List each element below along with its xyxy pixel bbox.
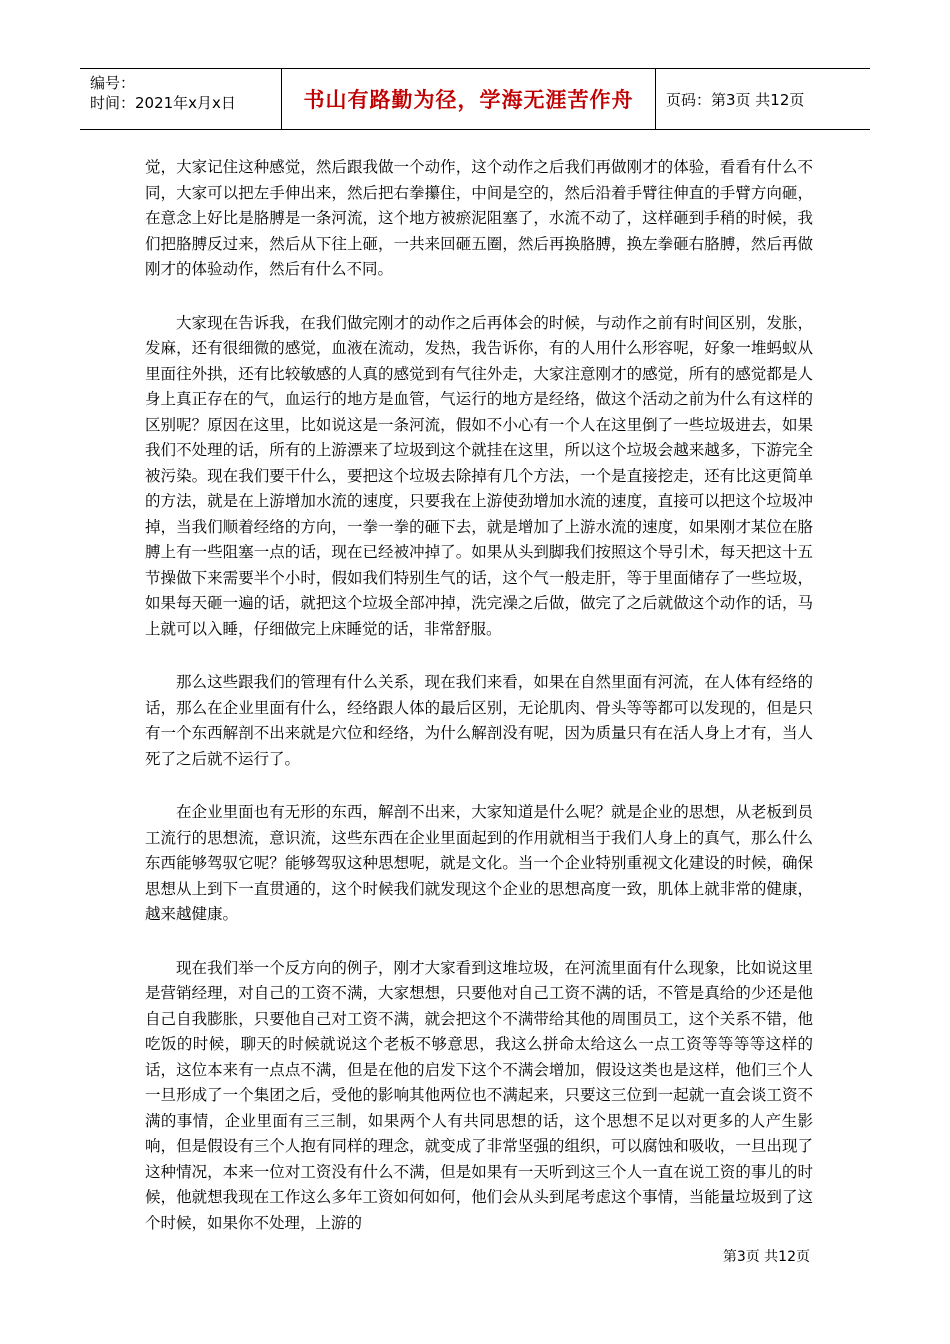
page-footer: 第3页 共12页 <box>722 1249 810 1265</box>
paragraph: 大家现在告诉我，在我们做完刚才的动作之后再体会的时候，与动作之前有时间区别，发胀，发麻，还有很细微的感觉，血液在流动，发热，我告诉你，有的人用什么形容呢，好象一堆蚂蚁从里面往外拱，还有比较敏感的人真的感觉到有气往外走，大家注意刚才的感觉，所有的感觉都是人身上真正存在的气，血运行的地方是血管，气运行的地方是经络，做这个活动之前为什么有这样的区别呢？原因在这里，比如说这是一条河流，假如不小心有一个人在这里倒了一些垃圾进去，如果我们不处理的话，所有的上游漂来了垃圾到这个就挂在这里，所以这个垃圾会越来越多，下游完全被污染。现在我们要干什么，要把这个垃圾去除掉有几个方法，一个是直接挖走，还有比这更简单的方法，就是在上游增加水流的速度，只要我在上游使劲增加水流的速度，直接可以把这个垃圾冲掉，当我们顺着经络的方向，一拳一拳的砸下去，就是增加了上游水流的速度，如果刚才某位在胳膊上有一些阻塞一点的话，现在已经被冲掉了。如果从头到脚我们按照这个导引术，每天把这十五节操做下来需要半个小时，假如我们特别生气的话，这个气一般走肝，等于里面储存了一些垃圾，如果每天砸一遍的话，就把这个垃圾全部冲掉，洗完澡之后做，做完了之后就做这个动作的话，马上就可以入睡，仔细做完上床睡觉的话，非常舒服。 <box>145 313 813 638</box>
page-header <box>80 68 870 130</box>
header-meta <box>80 69 282 129</box>
paragraph: 在企业里面也有无形的东西，解剖不出来，大家知道是什么呢？就是企业的思想，从老板到员工流行的思想流，意识流，这些东西在企业里面起到的作用就相当于我们人身上的真气，那么什么东西能够驾驭它呢？能够驾驭这种思想呢，就是文化。当一个企业特别重视文化建设的时候，确保思想从上到下一直贯通的，这个时候我们就发现这个企业的思想高度一致，肌体上就非常的健康，越来越健康。 <box>145 803 813 923</box>
header-page-number: 页码：第3页 共12页 <box>666 90 805 109</box>
document-body <box>145 155 813 1264</box>
paragraph: 觉，大家记住这种感觉，然后跟我做一个动作，这个动作之后我们再做刚才的体验，看看有什么不同，大家可以把左手伸出来，然后把右拳攥住，中间是空的，然后沿着手臂往伸直的手臂方向砸，在意念上好比是胳膊是一条河流，这个地方被瘀泥阻塞了，水流不动了，这样砸到手稍的时候，我们把胳膊反过来，然后从下往上砸，一共来回砸五圈，然后再换胳膊，换左拳砸右胳膊，然后再做刚才的体验动作，然后有什么不同。 <box>145 158 813 278</box>
header-motto: 书山有路勤为径，学海无涯苦作舟 <box>282 69 656 129</box>
code-label: 编号： <box>90 74 136 92</box>
date-label: 时间：2021年x月x日 <box>90 94 236 112</box>
paragraph: 现在我们举一个反方向的例子，刚才大家看到这堆垃圾，在河流里面有什么现象，比如说这里是营销经理，对自己的工资不满，大家想想，只要他对自己工资不满的话，不管是真给的少还是他自己自我膨胀，只要他自己对工资不满，就会把这个不满带给其他的周围员工，这个关系不错，他吃饭的时候，聊天的时候就说这个老板不够意思，我这么拼命太给这么一点工资等等等等这样的话，这位本来有一点点不满，但是在他的启发下这个不满会增加，假设这类也是这样，他们三个人一旦形成了一个集团之后，受他的影响其他两位也不满起来，只要这三位到一起就一直会谈工资不满的事情，企业里面有三三制，如果两个人有共同思想的话，这个思想不足以对更多的人产生影响，但是假设有三个人抱有同样的理念，就变成了非常坚强的组织，可以腐蚀和吸收，一旦出现了这种情况，本来一位对工资没有什么不满，但是如果有一天听到这三个人一直在说工资的事儿的时候，他就想我现在工作这么多年工资如何如何，他们会从头到尾考虑这个事情，当能量垃圾到了这个时候，如果你不处理，上游的 <box>145 958 813 1232</box>
paragraph: 那么这些跟我们的管理有什么关系，现在我们来看，如果在自然里面有河流，在人体有经络的话，那么在企业里面有什么，经络跟人体的最后区别，无论肌肉、骨头等等都可以发现的，但是只有一个东西解剖不出来就是穴位和经络，为什么解剖没有呢，因为质量只有在活人身上才有，当人死了之后就不运行了。 <box>145 673 813 768</box>
